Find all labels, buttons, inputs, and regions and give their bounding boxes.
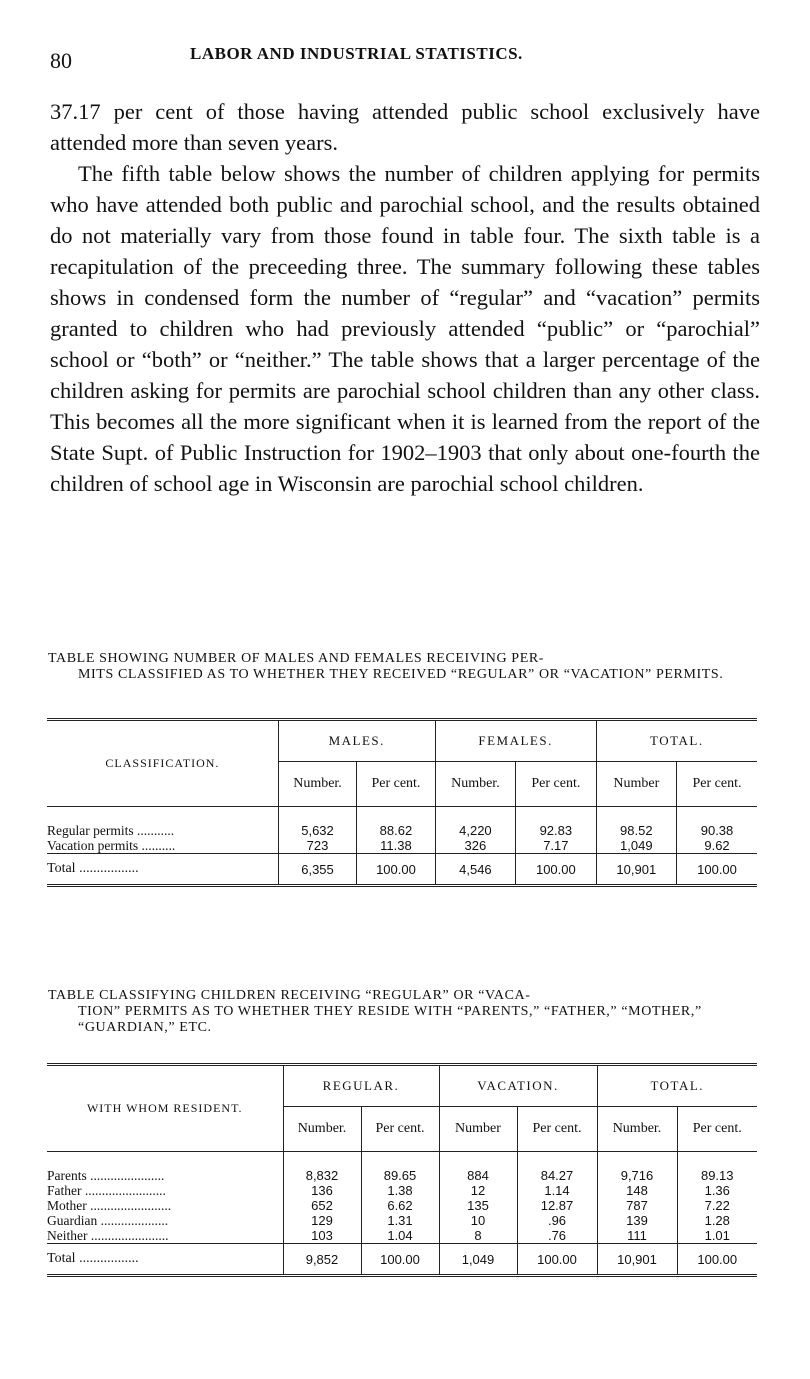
subheader-percent: Per cent.: [517, 1107, 597, 1152]
subheader-percent: Per cent.: [357, 762, 435, 807]
total-value: 4,546: [435, 854, 515, 886]
running-head: LABOR AND INDUSTRIAL STATISTICS.: [190, 44, 523, 63]
row-label: Guardian ....................: [47, 1213, 169, 1228]
table1-caption: [48, 651, 760, 683]
cell-value: 12.87: [540, 1198, 574, 1213]
subheader-percent: Per cent.: [361, 1107, 439, 1152]
subheader-percent: Per cent.: [677, 762, 757, 807]
table2-caption-rest: TION” PERMITS AS TO WHETHER THEY RESIDE WITH “PARENTS,” “FATHER,” “MOTHER,” “GUARDIAN,” ETC.: [78, 1004, 702, 1035]
total-row: [47, 854, 757, 886]
group-header-vacation: VACATION.: [439, 1065, 597, 1107]
classification-header: CLASSIFICATION.: [105, 756, 220, 770]
table-row: [47, 823, 757, 854]
cell-value: 723: [306, 838, 329, 853]
group-header-total: TOTAL.: [596, 720, 757, 762]
table1-caption-rest: MITS CLASSIFIED AS TO WHETHER THEY RECEIVED “REGULAR” OR “VACATION” PERMITS.: [78, 667, 724, 682]
row-label: Regular permits ...........: [47, 823, 175, 838]
cell-value: 652: [311, 1198, 333, 1213]
total-value: 10,901: [596, 854, 676, 886]
row-label: Vacation permits ..........: [47, 838, 176, 853]
row-label: Father ........................: [47, 1183, 166, 1198]
cell-value: 787: [626, 1198, 648, 1213]
cell-value: 1.31: [387, 1213, 413, 1228]
cell-value: 7.17: [543, 838, 569, 853]
paragraph-2: The fifth table below shows the number of children applying for permits who have attended both public and parochial school, and the results obtained do not materially vary from those found in table four. The sixth table is a recapitulation of the preceeding three. The summary following these tables shows in condensed form the number of “regular” and “vacation” permits granted to children who had previously attended “public” or “parochial” school or “both” or “neither.” The table shows that a larger percentage of the children asking for permits are parochial school children than any other class. This becomes all the more significant when it is learned from the report of the State Supt. of Public Instruction for 1902–1903 that only about one-fourth the children of school age in Wisconsin are parochial school children.: [50, 161, 760, 496]
cell-value: .76: [547, 1228, 567, 1243]
paragraph-1: 37.17 per cent of those having attended public school exclusively have attended more than seven years.: [50, 99, 760, 155]
cell-value: 148: [626, 1183, 648, 1198]
cell-value: 4,220: [459, 823, 492, 838]
group-header-regular: REGULAR.: [283, 1065, 439, 1107]
subheader-number: Number.: [283, 1107, 361, 1152]
subheader-number: Number: [439, 1107, 517, 1152]
table-row: [47, 1168, 757, 1244]
cell-value: 10: [470, 1213, 486, 1228]
cell-value: .96: [547, 1213, 567, 1228]
total-value: 9,852: [283, 1244, 361, 1276]
table-males-females: [47, 718, 757, 887]
cell-value: 89.65: [383, 1168, 417, 1183]
cell-value: 7.22: [704, 1198, 730, 1213]
cell-value: 103: [311, 1228, 333, 1243]
row-label: Neither .......................: [47, 1228, 169, 1243]
cell-value: 111: [627, 1228, 647, 1243]
subheader-percent: Per cent.: [516, 762, 596, 807]
total-value: 1,049: [439, 1244, 517, 1276]
cell-value: 89.13: [700, 1168, 734, 1183]
cell-value: 1.04: [387, 1228, 413, 1243]
group-header-females: FEMALES.: [435, 720, 596, 762]
table1-caption-line1: TABLE SHOWING NUMBER OF MALES AND FEMALES RECEIVING PER-: [48, 651, 545, 666]
cell-value: 135: [467, 1198, 489, 1213]
cell-value: 129: [311, 1213, 333, 1228]
cell-value: 98.52: [620, 823, 653, 838]
cell-value: 11.38: [380, 838, 412, 853]
subheader-number: Number: [596, 762, 676, 807]
cell-value: 136: [311, 1183, 333, 1198]
subheader-percent: Per cent.: [677, 1107, 757, 1152]
page-header: [50, 44, 760, 74]
resident-header: WITH WHOM RESIDENT.: [86, 1101, 243, 1115]
cell-value: 84.27: [540, 1168, 574, 1183]
cell-value: 884: [467, 1168, 489, 1183]
cell-value: 1.36: [704, 1183, 730, 1198]
cell-value: 1.38: [387, 1183, 413, 1198]
group-header-total: TOTAL.: [597, 1065, 757, 1107]
total-value: 100.00: [517, 1244, 597, 1276]
page-number: 80: [50, 48, 72, 73]
cell-value: 9,716: [620, 1168, 654, 1183]
body-text: [50, 96, 760, 499]
total-value: 6,355: [278, 854, 356, 886]
cell-value: 5,632: [301, 823, 334, 838]
total-value: 100.00: [357, 854, 435, 886]
cell-value: 92.83: [539, 823, 573, 838]
cell-value: 326: [464, 838, 487, 853]
group-header-males: MALES.: [278, 720, 435, 762]
cell-value: 8: [474, 1228, 482, 1243]
total-row: [47, 1244, 757, 1276]
cell-value: 90.38: [700, 823, 734, 838]
table2-caption-line1: TABLE CLASSIFYING CHILDREN RECEIVING “REGULAR” OR “VACA-: [48, 988, 531, 1003]
total-value: 100.00: [677, 854, 757, 886]
subheader-number: Number.: [278, 762, 356, 807]
cell-value: 1,049: [620, 838, 653, 853]
row-label: Mother ........................: [47, 1198, 172, 1213]
table2-caption: [48, 988, 760, 1036]
total-value: 100.00: [516, 854, 596, 886]
cell-value: 8,832: [305, 1168, 339, 1183]
total-value: 100.00: [361, 1244, 439, 1276]
total-value: 100.00: [677, 1244, 757, 1276]
total-label: Total .................: [47, 854, 278, 886]
cell-value: 6.62: [387, 1198, 413, 1213]
table-residence: [47, 1063, 757, 1277]
cell-value: 1.01: [704, 1228, 730, 1243]
total-value: 10,901: [597, 1244, 677, 1276]
row-label: Parents ......................: [47, 1168, 165, 1183]
total-label: Total .................: [47, 1244, 283, 1276]
cell-value: 12: [470, 1183, 486, 1198]
cell-value: 88.62: [379, 823, 413, 838]
cell-value: 1.14: [544, 1183, 570, 1198]
cell-value: 9.62: [704, 838, 730, 853]
subheader-number: Number.: [435, 762, 515, 807]
cell-value: 139: [626, 1213, 648, 1228]
cell-value: 1.28: [704, 1213, 730, 1228]
subheader-number: Number.: [597, 1107, 677, 1152]
